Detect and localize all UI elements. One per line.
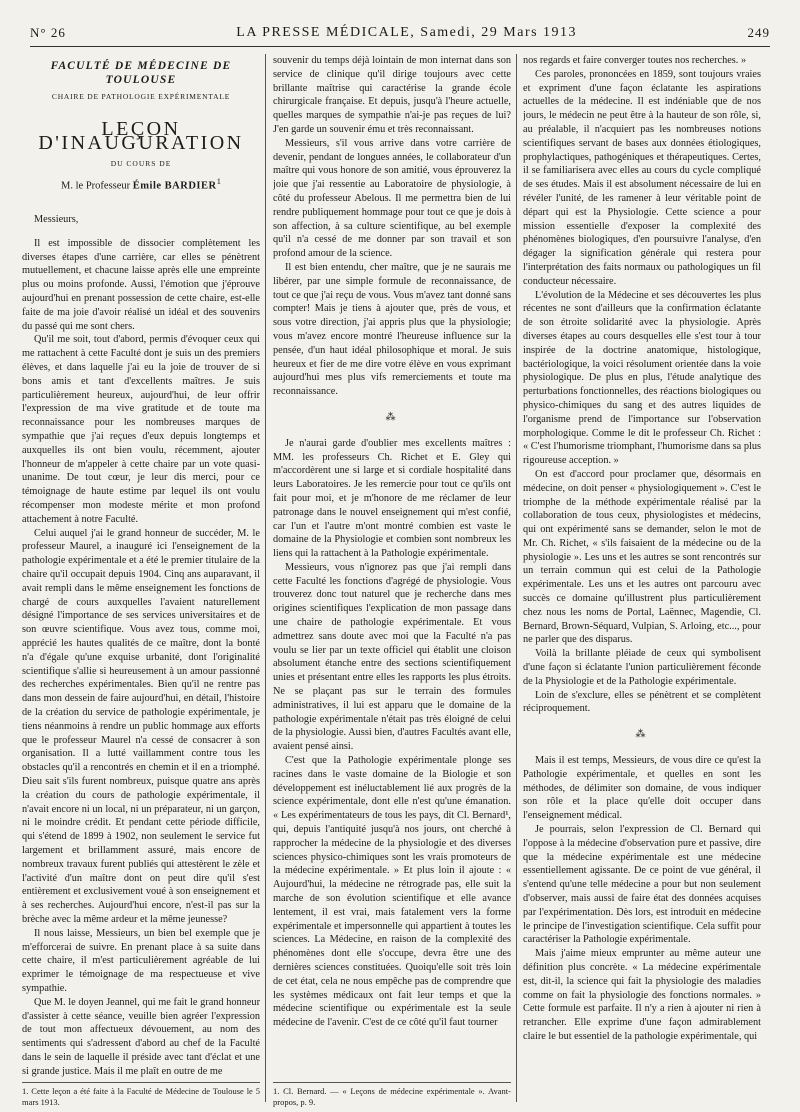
paragraph: C'est que la Pathologie expérimentale plonge ses racines dans le vaste domaine de la Biologie et son développement est inéluctablement lié aux progrès de la science expérimentale, dont elle n'est qu'une émanation. « Les expérimentateurs de tous les pays, dit Cl. Bernard¹, qui, depuis l'antiquité jusqu'à nos jours, ont cherché à rapprocher la médecine de la physiologie et des diverses sciences physico-chimiques sont les vrais promoteurs de la médecine expérimentale. » Et plus loin il ajoute : « Aujourd'hui, la médecine ne rétrograde pas, elle suit la marche de son évolution scientifique et elle avance lentement, il est vrai, mais fatalement vers la forme expérimentale et impersonnelle qui appartient à toutes les sciences. La Médecine, en raison de la complexité des phénomènes dont elle s'occupe, devra être une des dernières sciences constituées. Quoiqu'elle soit très loin de cet état, cela ne nous empêche pas de comprendre que les systèmes médicaux ont fait leur temps et que la médecine scientifique ou expérimentale est la seule médecine de l'avenir. C'est de ce côté qu'il faut tourner (273, 755, 511, 1029)
paragraph: Je pourrais, selon l'expression de Cl. Bernard qui l'oppose à la médecine d'observation pure et passive, dire que la médecine expérimentale est une médecine essentiellement agissante. De ce point de vue général, il s'entend qu'une telle médecine a pour but non seulement d'observer, mais aussi de faire état des données acquises par l'expérimentation. Dès lors, est introduit en médecine le principe de l'investigation scientifique. Cela suffit pour caractériser la Pathologie expérimentale. (523, 824, 761, 946)
paragraph: Messieurs, s'il vous arrive dans votre carrière de devenir, pendant de longues années, le collaborateur d'un maître qui vous honore de son amitié, vous éprouverez la joie que j'ai ressentie au Laboratoire de physiologie, à côté du professeur Abelous. Il me permettra bien de lui rendre publiquement hommage pour tout ce que je dois à son affection, à sa culture scientifique, au bel exemple qu'il n'a cessé de me donner par son travail et son profond amour de la science. (273, 137, 511, 260)
du-cours-label: DU COURS DE (110, 158, 172, 168)
paragraph: Mais j'aime mieux emprunter au même auteur une définition plus concrète. « La médecine expérimentale est, dit-il, la science qui fait la physiologie des maladies comme on fait la physiologie des fonctions normales. » Cette formule est parfaite. Il n'y a rien à ajouter ni rien à retrancher. Elle exprime d'une façon admirablement claire le but essentiel de la pathologie expérimentale, qui (523, 948, 761, 1042)
column-1 (22, 54, 260, 1108)
professor-name: Émile BARDIER (132, 180, 217, 192)
paragraph: Qu'il me soit, tout d'abord, permis d'évoquer ceux qui me rattachent à cette Faculté dont je suis un des premiers élèves, et dans laquelle j'ai eu la joie de trouver de si bons amis et tant d'excellents maîtres. Je suis particulièrement heureux, aujourd'hui, de leur offrir l'expression de ma vive gratitude et de toute ma reconnaissance pour les nombreuses marques de sympathie que j'ai reçues d'eux depuis longtemps et auxquelles ils ont bien voulu, récemment, ajouter l'honneur de m'appeler à cette chaire par un vote quasi-unanime. De tout cœur, je leur dis merci, pour ce témoignage de haute estime par lequel ils ont voulu récompenser mon modeste mérite et mon profond attachement à notre Faculté. (22, 334, 260, 525)
paragraph: Je n'aurai garde d'oublier mes excellents maîtres : MM. les professeurs Ch. Richet et E. Gley qui m'accordèrent une si large et si cordiale hospitalité dans leurs Laboratoires. Je les remercie pour tout ce qu'ils ont fait pour moi, et je m'honore de me réclamer de leur patronage dans le nouvel enseignement qui m'est confié, car l'un et l'autre m'ont montré combien est vaste le domaine de la Physiologie et combien sont nombreux les liens qui la rattachent à la Pathologie expérimentale. (273, 437, 511, 560)
header-rule (30, 46, 770, 47)
journal-title: LA PRESSE MÉDICALE, Samedi, 29 Mars 1913 (236, 25, 578, 40)
paragraph: nos regards et faire converger toutes nos recherches. » (523, 55, 747, 66)
column-1-body (22, 237, 260, 1079)
professor-line (22, 175, 260, 193)
section-separator-stars: ⁂ (385, 411, 399, 423)
lecture-title: LEÇON D'INAUGURATION (38, 118, 244, 155)
professor-prefix: M. le Professeur (61, 180, 131, 192)
paragraph: Messieurs, vous n'ignorez pas que j'ai rempli dans cette Faculté les fonctions d'agrégé de physiologie. Vous trouverez donc tout naturel que je recherche dans mes origines scientifiques l'explication de mon passage dans une chaire de pathologie expérimentale. Et vous admettrez sans doute avec moi que la Faculté n'a pas voulu se lier par un texte officiel qui établit une cloison absolument étanche entre des sections scientifiquement unies et présentant entre elles les rapports les plus étroits. Ne se plaçant pas sur le terrain des formules administratives, il lui est apparu que le domaine de la pathologie expérimentale n'était pas très éloigné de celui de la physiologie. Aussi bien, d'autres Facultés avant elle, avaient pensé ainsi. (273, 561, 511, 753)
column-3 (523, 54, 761, 1108)
salutation: Messieurs, (34, 214, 79, 226)
paragraph: Loin de s'exclure, elles se pénètrent et se complètent réciproquement. (523, 689, 761, 715)
column-divider-1 (265, 54, 266, 1102)
footnote-1: 1. Cette leçon a été faite à la Faculté de Médecine de Toulouse le 5 mars 1913. (22, 1082, 260, 1108)
paragraph: Celui auquel j'ai le grand honneur de succéder, M. le professeur Maurel, a inauguré ici l'enseignement de la pathologie expérimentale et a été le premier titulaire de la chaire qu'il occupait depuis 1904. Cinq ans auparavant, il avait rempli dans le même enseignement les fonctions de chargé de cours auxquelles l'avaient naturellement désigné l'importance de ses services universitaires et de son œuvre scientifique. Vous avez tous, comme moi, apprécié les hautes qualités de ce maître, dont la bonté n'a d'égale qu'une exquise urbanité, dont l'originalité scientifique s'allie si heureusement à un amour passionné des recherches expérimentales. Bien qu'il ne rentre pas dans mon dessein de faire aujourd'hui, en détail, l'histoire de la création du service de pathologie expérimentale, je tiens néanmoins à rendre un public hommage aux efforts que le professeur Maurel n'a cessé de consacrer à son organisation. Il a lutté vaillamment contre tous les obstacles qu'il a rencontrés en chemin et il en a triomphé. Dieu sait s'ils furent nombreux, puisque quatre ans après la création du cours de pathologie expérimentale, il n'avait encore ni un local, ni un préparateur, ni un garçon, ni le moindre crédit. Et pendant cette période difficile, qui s'étend de 1899 à 1902, non seulement le service fut largement et brillamment assuré, mais encore de nombreux travaux furent publiés qui attestèrent le zèle et l'activité d'un maître dont on peut dire qu'il s'est entièrement et exclusivement voué à son enseignement et à ses recherches. Aujourd'hui encore, n'est-il pas sur la brèche avec la même ardeur et la même jeunesse? (22, 527, 260, 925)
footnote-2: 1. Cl. Bernard. — « Leçons de médecine expérimentale ». Avant-propos, p. 9. (273, 1082, 511, 1108)
paragraph: Que M. le doyen Jeannel, qui me fait le grand honneur d'assister à cette séance, veuille bien agréer l'expression de tout mon affectueux dévouement, au nom des sentiments qui s'adressent d'abord au chef de la Faculté dans le sein de laquelle il préside avec tant d'éclat et une si grande justice. Mais il me plaît en outre de me (22, 996, 260, 1077)
paragraph: Il est impossible de dissocier complètement les diverses étapes d'une carrière, car elles se pénètrent mutuellement, et chacune laisse après elle une empreinte plus ou moins profonde. Aussi, l'émotion que j'éprouve aujourd'hui en prenant possession de cette chaire, est-elle faite de ma joie d'avoir réalisé un idéal et des souvenirs du passé qui me sont chers. (22, 237, 260, 332)
section-separator-stars: ⁂ (635, 729, 649, 741)
running-head (30, 22, 770, 44)
column-3-body (523, 54, 761, 1044)
paragraph: L'évolution de la Médecine et ses découvertes les plus récentes ne sont d'ailleurs que la confirmation éclatante de son étroite solidarité avec la physiologie. Après diverses étapes au cours desquelles elle s'est tour à tour inspirée de la doctrine anatomique, histologique, bactériologique, la voici résolument orientée dans la voie physiologique. De plus en plus, l'étude analytique des perturbations fonctionnelles, des réactions biologiques ou physico-chimiques du sang et des autres liquides de l'organisme prend de l'importance sur l'observation morphologique. Comme le dit le professeur Ch. Richet : « C'est l'humorisme triomphant, l'humorisme dans sa plus rigoureuse acception. » (523, 289, 761, 467)
paragraph: Voilà la brillante pléiade de ceux qui symbolisent d'une façon si éclatante l'union particulièrement féconde de la Physiologie et de la Pathologie expérimentale. (523, 648, 761, 687)
paragraph: Il nous laisse, Messieurs, un bien bel exemple que je m'efforcerai de suivre. En prenant place à sa suite dans cette chaire, il m'est particulièrement agréable de lui exprimer le témoignage de ma respectueuse et vive sympathie. (22, 927, 260, 994)
paragraph: Mais il est temps, Messieurs, de vous dire ce qu'est la Pathologie expérimentale, et quelles en sont les méthodes, de délimiter son domaine, de vous indiquer son rôle et la place qu'elle doit occuper dans l'enseignement médical. (523, 755, 761, 822)
paragraph: On est d'accord pour proclamer que, désormais en médecine, on doit penser « physiologiquement ». C'est le triomphe de la méthode expérimentale réalisé par la collaboration de tous ceux, physiologistes et médecins, qui ont expérimenté sans se demander, selon le mot de Mr. Ch. Richet, « s'ils faisaient de la médecine ou de la physiologie ». Les uns et les autres se sont rencontrés sur un terrain commun qui est celui de la Pathologie expérimentale. Les uns et les autres ont parcouru avec succès ce domaine qu'illustrent plus particulièrement chez nous les noms de Portal, Laënnec, Magendie, Cl. Bernard, Brown-Séquard, Vulpian, S. Arloing, etc..., pour ne parler que des disparus. (523, 468, 761, 646)
footnote-marker: 1 (216, 175, 221, 186)
faculty-heading: FACULTÉ DE MÉDECINE DE TOULOUSE (50, 60, 232, 86)
issue-number: N° 26 (30, 25, 66, 40)
chair-heading: CHAIRE DE PATHOLOGIE EXPÉRIMENTALE (51, 91, 231, 101)
column-divider-2 (516, 54, 517, 1102)
paragraph: Ces paroles, prononcées en 1859, sont toujours vraies et expriment d'une façon éclatante les aspirations actuelles de la médecine. Il est indéniable que de nos jours, le médecin ne peut être à la hauteur de son rôle, si, au préalable, il n'acquiert pas les nombreuses notions scientifiques servant de bases aux données étiologiques, prophylactiques, pathogéniques et thérapeutiques. Certes, il se familiarisera avec elles au cours du cycle compliqué de ses études. Mais il est absolument nécessaire de lui en révéler l'unité, de les ramener à leur véritable point de départ qui est la Physiologie. Cette science a pour mission essentielle d'exposer la complexité des phénomènes biologiques, d'en poursuivre l'analyse, d'en dégager la signification générale qui restera pour l'interprétation des faits normaux ou pathologiques un fil conducteur nécessaire. (523, 68, 761, 287)
page-number: 249 (747, 25, 770, 40)
paragraph: Il est bien entendu, cher maître, que je ne saurais me libérer, par une simple formule de reconnaissance, de tout ce que j'ai reçu de vous. Vous m'avez tant donné sans compter! Mais je tiens à ajouter que, près de vous, et sous votre direction, j'ai appris plus que la physiologie; vous m'avez encore montré l'heureuse influence sur la pensée, d'un haut idéal philosophique et moral. Je suis heureux et fier de me dire votre élève en vous exprimant aujourd'hui mes plus vifs remerciements et toute ma reconnaissance. (273, 261, 511, 398)
paragraph: souvenir du temps déjà lointain de mon internat dans son service de clinique qu'il dirige toujours avec cette brillante maîtrise qui caractérise la grande école chirurgicale française. Et depuis, jusqu'à l'heure actuelle, quelles marques de sympathie n'ai-je pas reçues de lui? J'en garde un souvenir ému et très reconnaissant. (273, 55, 511, 135)
column-2-body (273, 54, 511, 1030)
column-2 (273, 54, 511, 1108)
